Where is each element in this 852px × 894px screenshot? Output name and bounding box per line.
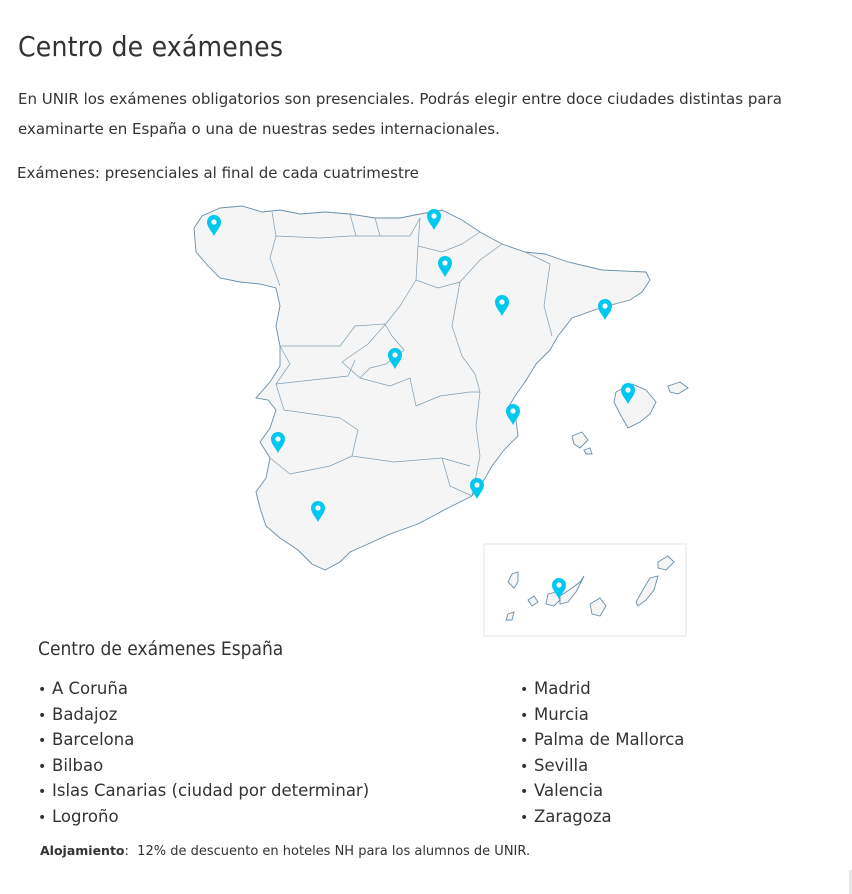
city-name: Valencia: [534, 781, 604, 801]
list-item: [38, 702, 369, 728]
bullet: •: [520, 682, 529, 698]
city-name: Murcia: [534, 704, 589, 724]
city-name: Islas Canarias (ciudad por determinar): [52, 781, 370, 801]
list-item: [38, 804, 369, 830]
accommodation-label: Alojamiento: [40, 843, 125, 858]
bullet: •: [520, 784, 529, 801]
bullet: •: [38, 707, 47, 724]
city-list-left: [38, 676, 369, 830]
list-item: [38, 727, 369, 753]
intro-text: En UNIR los exámenes obligatorios son presenciales. Podrás elegir entre doce ciudades distintas para examinarte en España o una de nuestras sedes internacionales.: [18, 90, 782, 138]
city-name: A Coruña: [52, 679, 128, 698]
list-item: [38, 676, 369, 702]
city-name: Zaragoza: [534, 806, 612, 826]
accommodation-text: 12% de descuento en hoteles NH para los alumnos de UNIR.: [137, 844, 531, 859]
exam-type-subtitle: Exámenes: presenciales al final de cada cuatrimestre: [17, 164, 419, 182]
bullet: •: [38, 682, 47, 698]
list-item: [520, 676, 684, 702]
city-list-right: [520, 676, 684, 830]
city-name: Sevilla: [534, 755, 589, 775]
list-item: [520, 727, 684, 753]
bullet: •: [38, 733, 47, 750]
city-name: Badajoz: [52, 704, 118, 724]
list-item: [520, 778, 684, 804]
bullet: •: [520, 809, 529, 826]
bullet: •: [520, 707, 529, 724]
city-name: Bilbao: [52, 755, 104, 775]
bullet: •: [38, 809, 47, 826]
page-title: Centro de exámenes: [18, 30, 284, 63]
bullet: •: [520, 733, 529, 750]
bullet: •: [38, 758, 47, 775]
city-name: Madrid: [534, 679, 591, 698]
marker-barcelona[interactable]: [598, 299, 612, 320]
list-item: [520, 804, 684, 830]
spain-map-svg: [180, 196, 700, 646]
city-name: Logroño: [52, 806, 119, 826]
list-item: [520, 753, 684, 779]
list-item: [520, 702, 684, 728]
list-item: [38, 753, 369, 779]
bullet: •: [520, 758, 529, 775]
spain-map: [180, 196, 700, 646]
bullet: •: [38, 784, 47, 801]
city-name: Barcelona: [52, 730, 135, 750]
list-item: [38, 778, 369, 804]
accommodation-note: Alojamiento: 12% de descuento en hoteles NH para los alumnos de UNIR.: [40, 843, 531, 859]
canary-inset-frame: [484, 544, 686, 636]
peninsula-outline: [194, 206, 650, 570]
centers-section-title: Centro de exámenes España: [38, 638, 284, 660]
city-name: Palma de Mallorca: [534, 730, 685, 750]
